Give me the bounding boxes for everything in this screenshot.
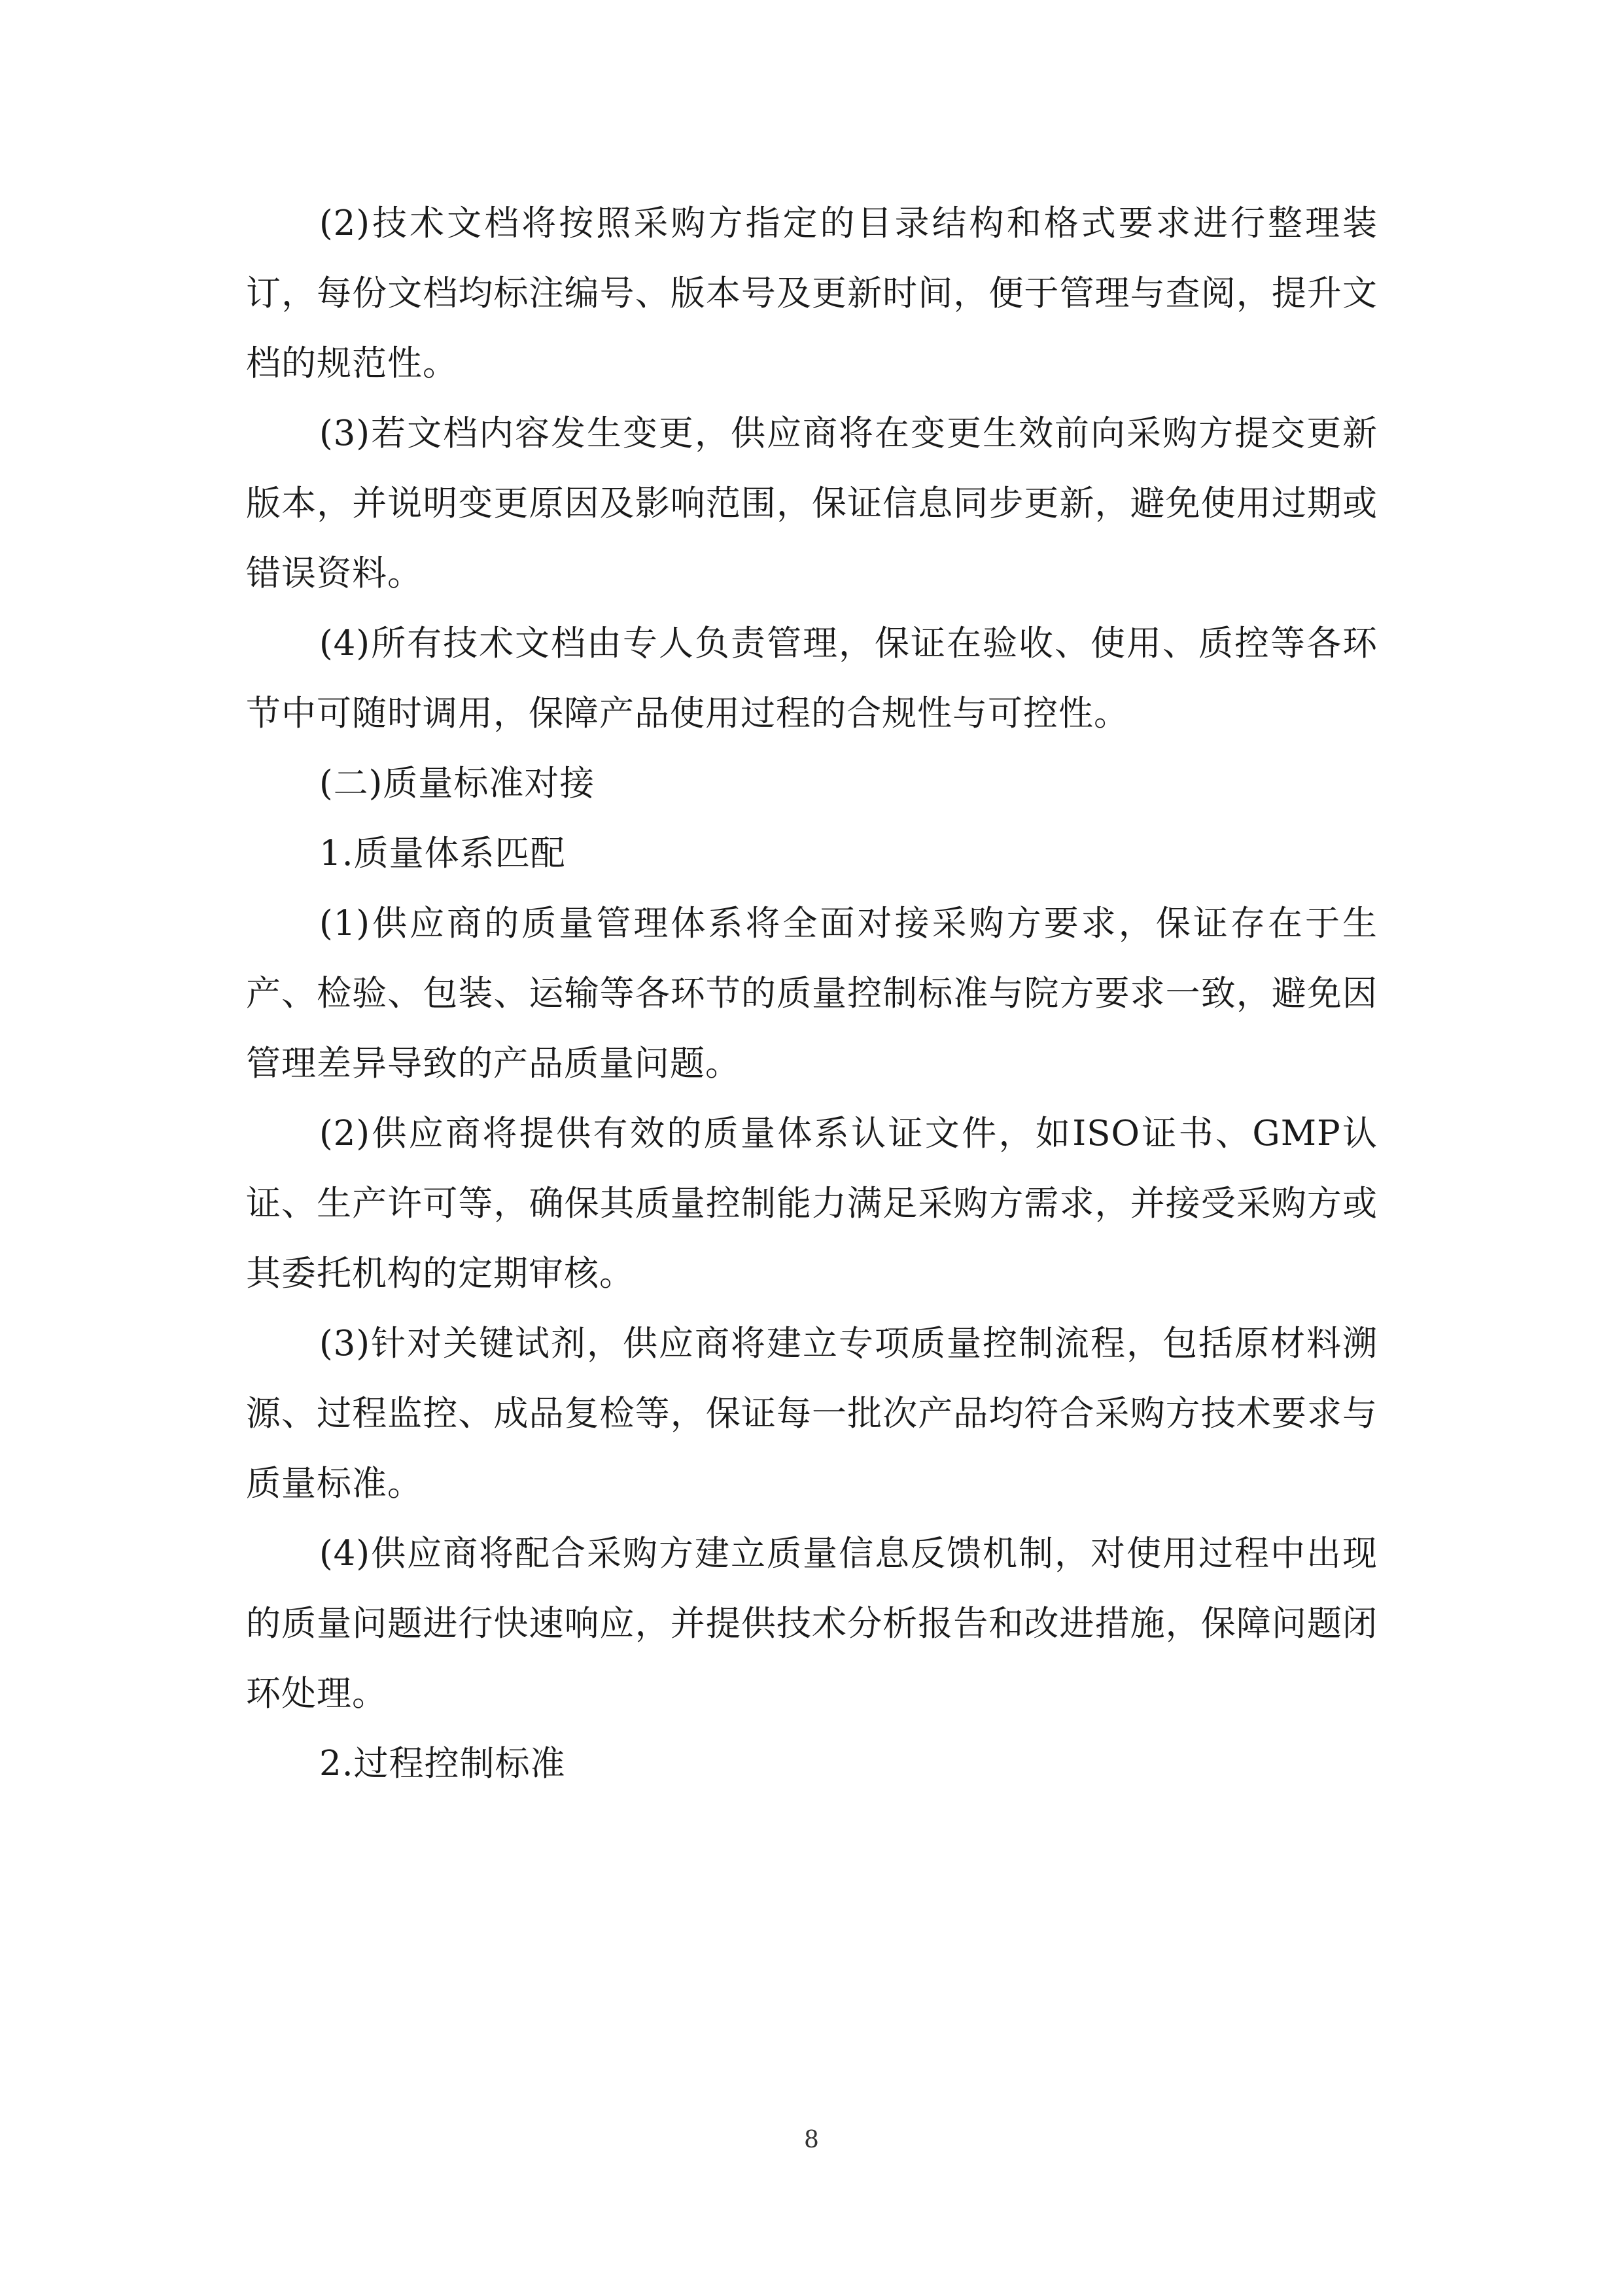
document-body <box>246 188 1378 1799</box>
paragraph-doc-catalog: (2)技术文档将按照采购方指定的目录结构和格式要求进行整理装订，每份文档均标注编号、版本号及更新时间，便于管理与查阅，提升文档的规范性。 <box>246 203 1378 383</box>
section-heading-quality-standard: (二)质量标准对接 <box>319 764 595 804</box>
paragraph-doc-management: (4)所有技术文档由专人负责管理，保证在验收、使用、质控等各环节中可随时调用，保障产品使用过程的合规性与可控性。 <box>246 624 1378 733</box>
paragraph-quality-system-match: (1)供应商的质量管理体系将全面对接采购方要求，保证存在于生产、检验、包装、运输等各环节的质量控制标准与院方要求一致，避免因管理差异导致的产品质量问题。 <box>246 904 1378 1084</box>
page-number: 8 <box>804 2127 819 2153</box>
paragraph-certification: (2)供应商将提供有效的质量体系认证文件，如ISO证书、GMP认证、生产许可等，确保其质量控制能力满足采购方需求，并接受采购方或其委托机构的定期审核。 <box>246 1114 1378 1294</box>
subsection-heading-process-control: 2.过程控制标准 <box>319 1744 566 1784</box>
paragraph-key-reagents: (3)针对关键试剂，供应商将建立专项质量控制流程，包括原材料溯源、过程监控、成品复检等，保证每一批次产品均符合采购方技术要求与质量标准。 <box>246 1324 1378 1504</box>
subsection-heading-quality-system: 1.质量体系匹配 <box>319 834 566 874</box>
paragraph-feedback-mechanism: (4)供应商将配合采购方建立质量信息反馈机制，对使用过程中出现的质量问题进行快速响应，并提供技术分析报告和改进措施，保障问题闭环处理。 <box>246 1534 1378 1714</box>
paragraph-doc-change: (3)若文档内容发生变更，供应商将在变更生效前向采购方提交更新版本，并说明变更原因及影响范围，保证信息同步更新，避免使用过期或错误资料。 <box>246 414 1378 593</box>
